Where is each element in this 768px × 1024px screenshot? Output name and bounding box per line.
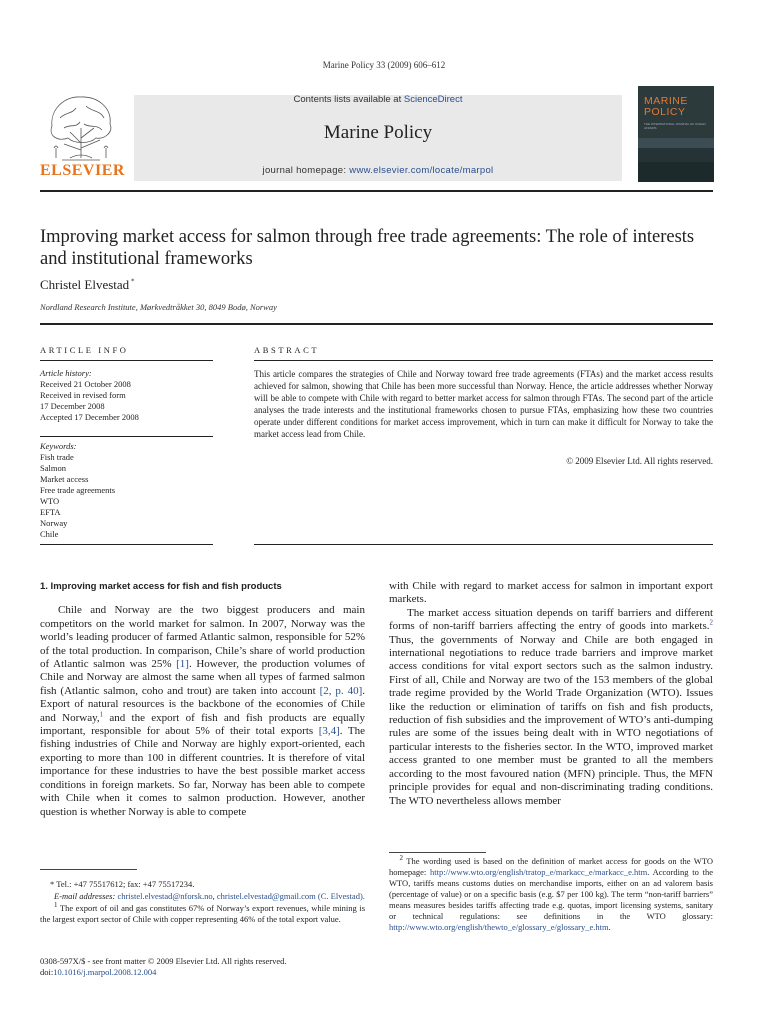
footnote-1: $^1$ The export of oil and gas constitutes 67% of Norway’s export revenues, while mining is the largest export sector of Chile with copper representing 46% of the total export value. [40,901,365,924]
citation-ref-link[interactable]: [3,4] [318,725,340,738]
journal-homepage-line [134,165,622,176]
keyword-item: Free trade agreements [40,485,116,495]
journal-title: Marine Policy [323,122,433,143]
body-paragraph: with Chile with regard to market access for salmon in important export markets. [389,580,713,606]
abstract-rule [254,360,713,361]
author-contact: * Tel.: +47 75517612; fax: +47 75517234. [50,879,195,889]
front-matter-info [40,956,365,978]
keyword-item: Chile [40,529,59,539]
keywords-list [40,441,213,540]
footnotes-left [40,879,365,926]
article-history [40,368,213,423]
wto-glossary-link[interactable]: http://www.wto.org/english/thewto_e/glossary_e/glossary_e.htm [389,922,609,932]
doi-line: doi:10.1016/j.marpol.2008.12.004 [40,967,157,977]
author-name-link[interactable]: (C. Elvestad). [317,891,365,901]
footnotes-right [389,856,713,934]
keyword-item: EFTA [40,507,61,517]
cover-wave-band [638,162,714,182]
cover-wave-band [638,148,714,162]
sciencedirect-link[interactable]: ScienceDirect [403,94,463,105]
abstract-copyright: © 2009 Elsevier Ltd. All rights reserved. [566,456,713,466]
keywords-rule [40,436,213,437]
journal-citation: Marine Policy 33 (2009) 606–612 [322,60,446,70]
author-affiliation: Nordland Research Institute, Mørkvedtråkket 30, 8049 Bodø, Norway [40,302,277,312]
footnote-ref-link[interactable]: 1 [99,710,104,718]
history-item: Received 21 October 2008 [40,379,131,389]
footnote-2: $^2$ The wording used is based on the definition of market access for goods on the WTO homepage: http://www.wto.org/english/tratop_e/markacc_e/markacc_e.htm. According to the WTO, tariffs means customs duties on merchandise imports, either on an ad valorem basis (percentage of value) or on a specific basis (e.g. $7 per 100 kg). The term “non-tariff barriers” means measures besides tariffs affecting trade e.g. quotas, import licensing systems, sanitary or technical regulations: see definitions in the WTO glossary: http://www.wto.org/english/thewto_e/glossary_e/glossary_e.htm. [389,854,714,932]
article-info-rule [40,360,213,361]
keyword-item: WTO [40,496,60,506]
keyword-item: Norway [40,518,68,528]
citation-ref-link[interactable]: [2, p. 40] [319,684,363,697]
section-1-title: 1. Improving market access for fish and fish products [40,581,282,592]
author-name: Christel Elvestad * [40,277,135,292]
footnote-ref-link[interactable]: 2 [709,618,713,627]
citation-ref-link[interactable]: [1] [176,658,189,671]
abstract-heading: ABSTRACT [254,345,320,355]
abstract-bottom-rule [254,544,713,545]
author-footnote-mark[interactable]: * [129,277,135,286]
title-rule [40,323,713,325]
article-info-heading: ARTICLE INFO [40,345,129,355]
cover-wave-band [638,138,714,148]
body-column-right [389,580,713,808]
footnote-rule [40,869,137,870]
history-item: Received in revised form [40,390,126,400]
email-link[interactable]: christel.elvestad@nforsk.no [117,891,213,901]
keyword-item: Fish trade [40,452,74,462]
contents-prefix: Contents lists available at [293,94,402,105]
cover-subtitle: THE INTERNATIONAL JOURNAL OF OCEAN AFFAIRS [644,122,706,130]
history-item: Accepted 17 December 2008 [40,412,139,422]
author-emails: E-mail addresses: christel.elvestad@nforsk.no, christel.elvestad@gmail.com (C. Elvestad). [54,891,365,901]
keywords-label: Keywords: [40,441,77,451]
body-column-left [40,580,365,819]
elsevier-wordmark: ELSEVIER [40,162,125,179]
email-link[interactable]: christel.elvestad@gmail.com [216,891,316,901]
homepage-prefix: journal homepage: [262,165,347,176]
abstract-text: This article compares the strategies of Chile and Norway toward free trade agreements (FTAs) and the market access results achieved for salmon, showing that Chile has been more successful than Norway. Hence, the article addresses whether Norway will be able to compete with Chile with regard to better market access for salmon through FTAs. The second part of the article analyses the trade interests and the institutional frameworks chosen to pursue FTAs, emphasizing how these two countries operate under different conditions for market access improvement, which in turn can make it difficult for Norway to take the market access lead from Chile. [254,369,713,439]
journal-cover-image [638,86,714,182]
doi-link[interactable]: 10.1016/j.marpol.2008.12.004 [53,967,157,977]
cover-title: MARINE POLICY [644,95,688,118]
history-item: 17 December 2008 [40,401,105,411]
keyword-item: Market access [40,474,89,484]
article-title: Improving market access for salmon through free trade agreements: The role of interests and institutional frameworks [40,227,695,269]
body-paragraph: The market access situation depends on tariff barriers and different forms of non-tariff barriers affecting the entry of goods into markets.$^2$ Thus, the governments of Norway and Chile are both engaged in international negotiations to reduce trade barriers and improve market access conditions for vital export sectors such as the salmon industry. First of all, Chile and Norway are two of the 153 members of the global trade regime provided by the World Trade Organization (WTO). Issues like the reduction or elimination of tariffs on fish and fish products, reduction of fish subsidies and the improvement of WTO’s anti-dumping rules are some of the issues being dealt with in WTO negotiations of particular interests to the fisheries sector. In the WTO, improved market access granted to one member must be granted to all the members according to the most favoured nation (MFN) principle. Thus, the MFN principle provides for equal and non-discriminating trading conditions. The WTO nevertheless allows member [389,606,713,807]
wto-market-access-link[interactable]: http://www.wto.org/english/tratop_e/markacc_e/markacc_e.htm [430,867,648,877]
issn-line: 0308-597X/$ - see front matter © 2009 Elsevier Ltd. All rights reserved. [40,956,287,966]
journal-homepage-link[interactable]: www.elsevier.com/locate/marpol [349,165,494,176]
article-info-bottom-rule [40,544,213,545]
header-rule [40,190,713,192]
article-history-label: Article history: [40,368,92,378]
body-paragraph: Chile and Norway are the two biggest producers and main competitors on the world market for salmon. In 2007, Norway was the world’s leading producer of farmed Atlantic salmon, responsible for 52% of the total production. In comparison, Chile’s share of world production of Atlantic salmon was 25% [1]. However, the production volumes of Chile and Norway are almost the same when all types of farmed salmon fish (Atlantic salmon, coho and trout) are taken into account [2, p. 40]. Export of natural resources is the backbone of the economies of Chile and Norway,$^1$ and the export of fish and fish products are equally important, responsible for about 5% of their total exports [3,4]. The fishing industries of Chile and Norway are highly export-oriented, each exporting to more than 100 in different countries. It is therefore of vital importance for these industries to have the best possible market access conditions in foreign markets. So far, Norway has been able to compete with Chile when it comes to salmon production. However, another question is whether Norway is able to compete [40,604,366,818]
keyword-item: Salmon [40,463,66,473]
footnote-rule [389,852,486,853]
contents-available-line [134,94,622,105]
